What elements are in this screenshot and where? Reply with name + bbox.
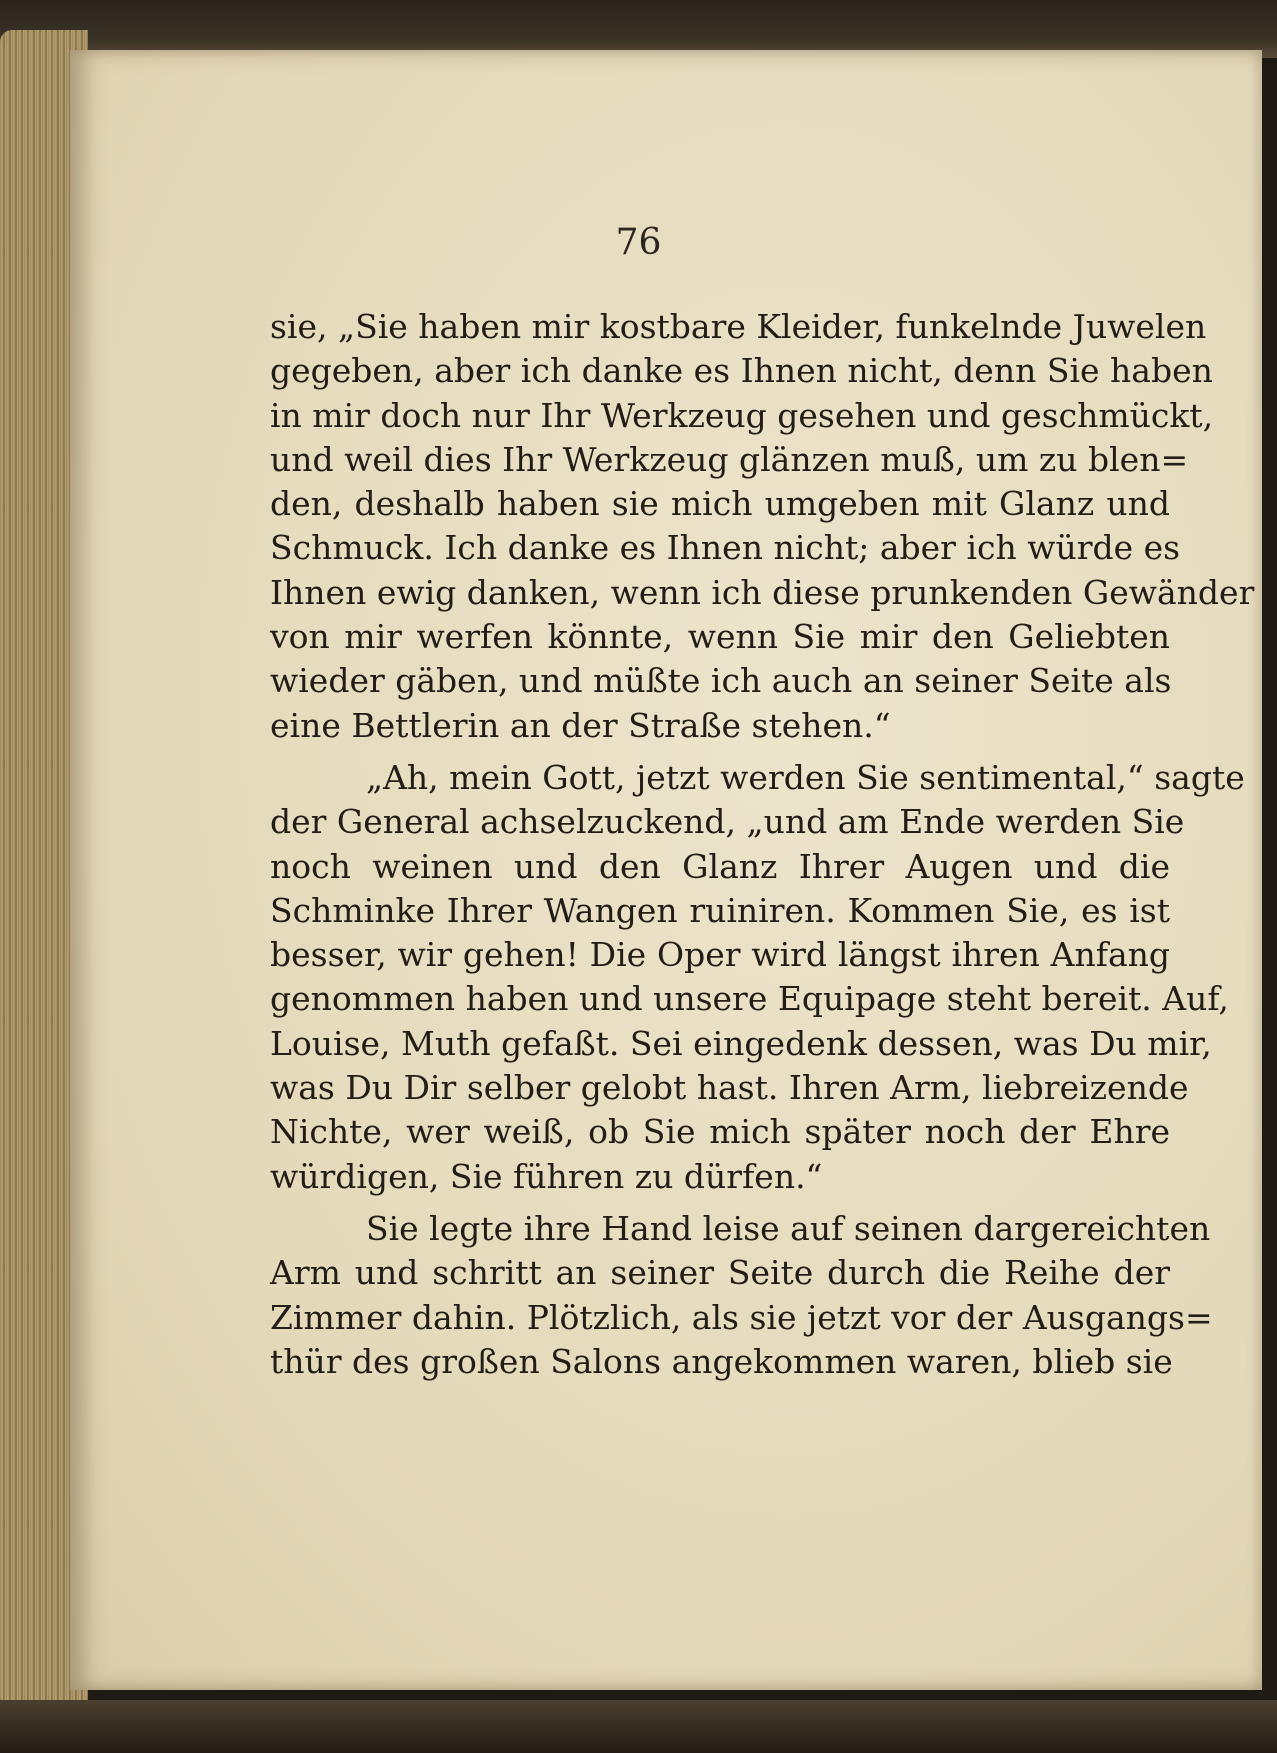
- text-line: Arm und schritt an seiner Seite durch die Reihe der: [270, 1253, 1170, 1293]
- text-line: den, deshalb haben sie mich umgeben mit Glanz und: [270, 484, 1170, 524]
- body-text: [270, 305, 1255, 1384]
- text-line: Ihnen ewig danken, wenn ich diese prunkenden Gewänder: [270, 572, 1255, 612]
- text-line: Nichte, wer weiß, ob Sie mich später noch der Ehre: [270, 1112, 1170, 1152]
- text-line: thür des großen Salons angekommen waren, blieb sie: [270, 1341, 1173, 1381]
- text-line: Schminke Ihrer Wangen ruiniren. Kommen Sie, es ist: [270, 890, 1170, 930]
- text-line: Louise, Muth gefaßt. Sei eingedenk dessen, was Du mir,: [270, 1023, 1212, 1063]
- text-line: „Ah, mein Gott, jetzt werden Sie sentimental,“ sagte: [366, 757, 1245, 797]
- text-line: besser, wir gehen! Die Oper wird längst ihren Anfang: [270, 935, 1170, 975]
- text-line: würdigen, Sie führen zu dürfen.“: [270, 1156, 823, 1196]
- text-line: von mir werfen könnte, wenn Sie mir den Geliebten: [270, 617, 1170, 657]
- text-line: in mir doch nur Ihr Werkzeug gesehen und geschmückt,: [270, 395, 1214, 435]
- text-line: genommen haben und unsere Equipage steht bereit. Auf,: [270, 979, 1229, 1019]
- text-line: eine Bettlerin an der Straße stehen.“: [270, 705, 891, 745]
- paragraph-gap: [270, 748, 1170, 756]
- paragraph: [270, 756, 1245, 1199]
- book-binding-bottom: [0, 1700, 1277, 1753]
- text-line: Sie legte ihre Hand leise auf seinen dargereichten: [366, 1208, 1211, 1248]
- text-line: der General achselzuckend, „und am Ende werden Sie: [270, 802, 1185, 842]
- text-line: noch weinen und den Glanz Ihrer Augen und die: [270, 846, 1170, 886]
- text-line: und weil dies Ihr Werkzeug glänzen muß, um zu blen=: [270, 439, 1189, 479]
- text-line: wieder gäben, und müßte ich auch an seiner Seite als: [270, 661, 1172, 701]
- paragraph: [270, 305, 1255, 748]
- paragraph-gap: [270, 1199, 1170, 1207]
- paragraph: [270, 1207, 1213, 1384]
- text-line: gegeben, aber ich danke es Ihnen nicht, denn Sie haben: [270, 351, 1213, 391]
- page-number: 76: [615, 222, 662, 263]
- text-line: was Du Dir selber gelobt hast. Ihren Arm, liebreizende: [270, 1068, 1189, 1108]
- text-line: sie, „Sie haben mir kostbare Kleider, funkelnde Juwelen: [270, 307, 1207, 346]
- text-line: Schmuck. Ich danke es Ihnen nicht; aber ich würde es: [270, 528, 1181, 568]
- text-line: Zimmer dahin. Plötzlich, als sie jetzt vor der Ausgangs=: [270, 1297, 1213, 1337]
